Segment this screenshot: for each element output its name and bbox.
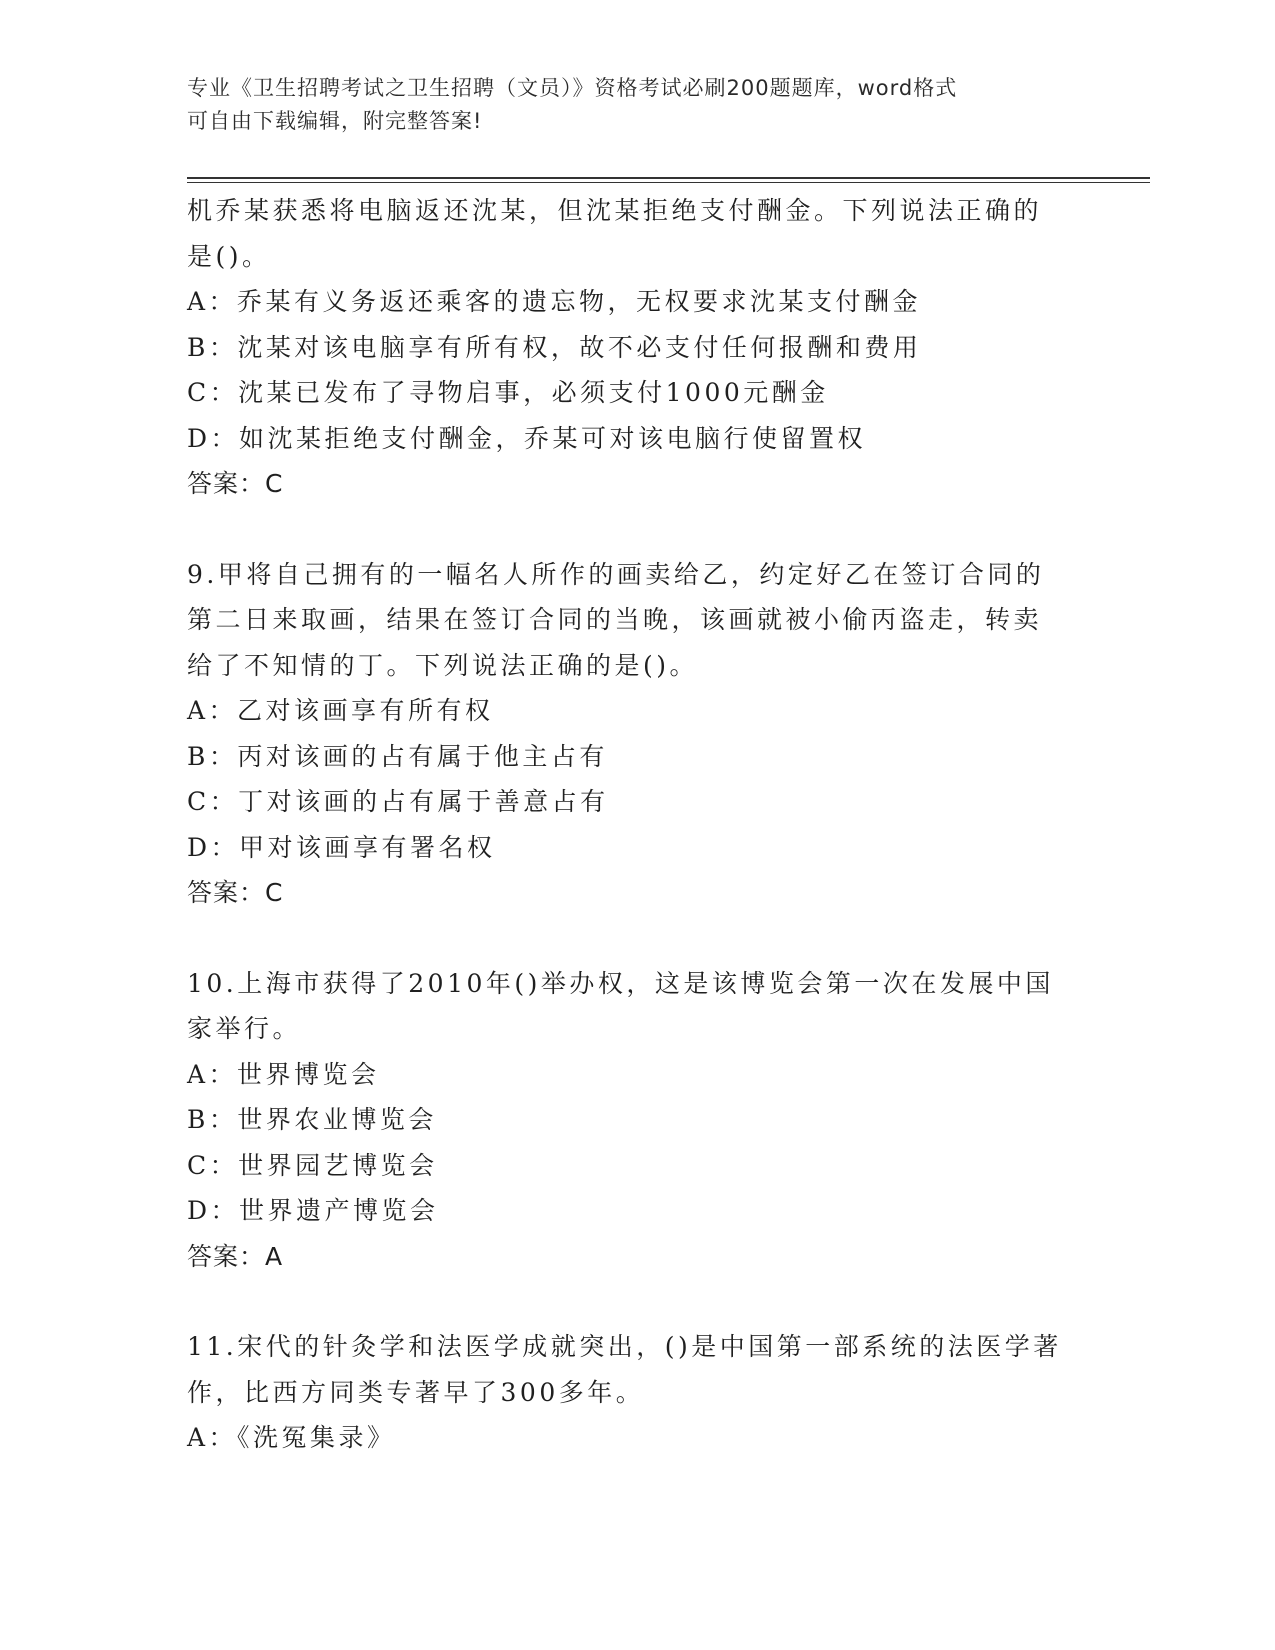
- header-rule-thick: [187, 177, 1150, 179]
- question-stem: 10.上海市获得了2010年()举办权，这是该博览会第一次在发展中国: [187, 968, 1054, 998]
- answer-line: 答案：C: [187, 878, 284, 907]
- question-stem: 11.宋代的针灸学和法医学成就突出，()是中国第一部系统的法医学著: [187, 1332, 1062, 1361]
- question-stem: 第二日来取画，结果在签订合同的当晚，该画就被小偷丙盗走，转卖: [187, 605, 1043, 634]
- question-11: [187, 1324, 1087, 1461]
- header-rule-thin: [187, 182, 1150, 183]
- option-c: C：沈某已发布了寻物启事，必须支付1000元酬金: [187, 378, 829, 407]
- question-9: [187, 552, 1087, 916]
- option-a: A：《洗冤集录》: [187, 1423, 396, 1452]
- option-d: D：世界遗产博览会: [187, 1196, 439, 1225]
- answer-line: 答案：A: [187, 1241, 284, 1271]
- document-header: [187, 72, 1087, 138]
- answer-line: 答案：C: [187, 469, 284, 498]
- option-b: B：丙对该画的占有属于他主占有: [187, 741, 608, 771]
- question-10: [187, 961, 1087, 1280]
- question-stem: 是()。: [187, 241, 271, 271]
- question-list: [187, 188, 1087, 1461]
- question-stem: 给了不知情的丁。下列说法正确的是()。: [187, 650, 699, 680]
- option-d: D：甲对该画享有署名权: [187, 832, 496, 862]
- header-line-2: 可自由下载编辑，附完整答案!: [187, 109, 483, 133]
- question-8: [187, 188, 1087, 507]
- option-a: A：乙对该画享有所有权: [187, 696, 494, 725]
- question-stem: 家举行。: [187, 1014, 302, 1043]
- question-stem: 机乔某获悉将电脑返还沈某，但沈某拒绝支付酬金。下列说法正确的: [187, 196, 1043, 225]
- option-b: B：世界农业博览会: [187, 1105, 437, 1134]
- question-stem: 作，比西方同类专著早了300多年。: [187, 1377, 645, 1407]
- option-d: D：如沈某拒绝支付酬金，乔某可对该电脑行使留置权: [187, 423, 867, 453]
- option-c: C：丁对该画的占有属于善意占有: [187, 787, 609, 816]
- option-c: C：世界园艺博览会: [187, 1150, 438, 1180]
- option-b: B：沈某对该电脑享有所有权，故不必支付任何报酬和费用: [187, 332, 922, 362]
- header-line-1: 专业《卫生招聘考试之卫生招聘（文员）》资格考试必刷200题题库，word格式: [187, 76, 958, 100]
- option-a: A：乔某有义务返还乘客的遗忘物，无权要求沈某支付酬金: [187, 287, 922, 316]
- question-stem: 9.甲将自己拥有的一幅名人所作的画卖给乙，约定好乙在签订合同的: [187, 559, 1045, 589]
- option-a: A：世界博览会: [187, 1059, 380, 1089]
